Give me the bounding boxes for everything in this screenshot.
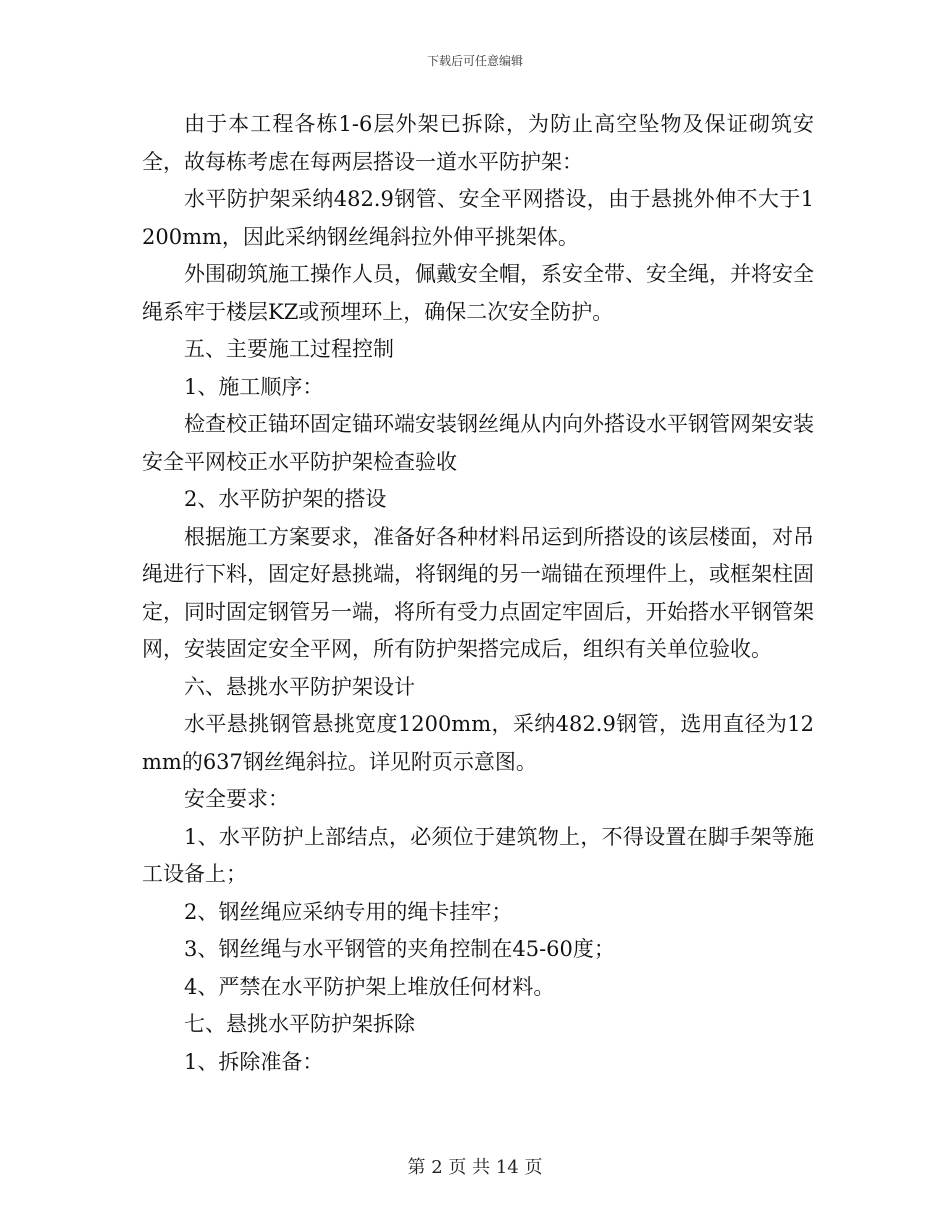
page-header: 下载后可任意编辑 xyxy=(426,54,523,68)
paragraph: 检查校正锚环固定锚环端安装钢丝绳从内向外搭设水平钢管网架安装安全平网校正水平防护架检查验收 xyxy=(142,412,814,474)
subheading: 1、拆除准备： xyxy=(184,1049,324,1074)
section-heading: 五、主要施工过程控制 xyxy=(184,337,394,361)
section-heading: 七、悬挑水平防护架拆除 xyxy=(184,1012,415,1036)
paragraph: 根据施工方案要求，准备好各种材料吊运到所搭设的该层楼面，对吊绳进行下料，固定好悬挑端，将钢绳的另一端锚在预埋件上，或框架柱固定，同时固定钢管另一端，将所有受力点固定牢固后，开始搭水平钢管架网，安装固定安全平网，所有防护架搭完成后，组织有关单位验收。 xyxy=(142,524,814,661)
document-body xyxy=(142,106,814,1081)
page-footer: 第 2 页 共 14 页 xyxy=(407,1157,543,1178)
list-item: 4、严禁在水平防护架上堆放任何材料。 xyxy=(184,974,555,999)
list-item: 1、水平防护上部结点，必须位于建筑物上，不得设置在脚手架等施工设备上； xyxy=(142,824,814,886)
section-heading: 六、悬挑水平防护架设计 xyxy=(184,674,415,699)
subheading: 2、水平防护架的搭设 xyxy=(184,487,387,511)
paragraph: 水平悬挑钢管悬挑宽度1200mm，采纳482.9钢管，选用直径为12mm的637钢丝绳斜拉。详见附页示意图。 xyxy=(142,712,814,774)
paragraph: 水平防护架采纳482.9钢管、安全平网搭设，由于悬挑外伸不大于1200mm，因此采纳钢丝绳斜拉外伸平挑架体。 xyxy=(142,187,814,249)
paragraph: 由于本工程各栋1-6层外架已拆除，为防止高空坠物及保证砌筑安全，故每栋考虑在每两层搭设一道水平防护架： xyxy=(142,112,814,174)
subheading: 1、施工顺序： xyxy=(184,374,324,399)
subheading: 安全要求： xyxy=(184,787,289,811)
list-item: 3、钢丝绳与水平钢管的夹角控制在45-60度； xyxy=(184,937,615,961)
paragraph: 外围砌筑施工操作人员，佩戴安全帽，系安全带、安全绳，并将安全绳系牢于楼层KZ或预埋环上，确保二次安全防护。 xyxy=(142,262,814,324)
list-item: 2、钢丝绳应采纳专用的绳卡挂牢； xyxy=(184,899,513,924)
